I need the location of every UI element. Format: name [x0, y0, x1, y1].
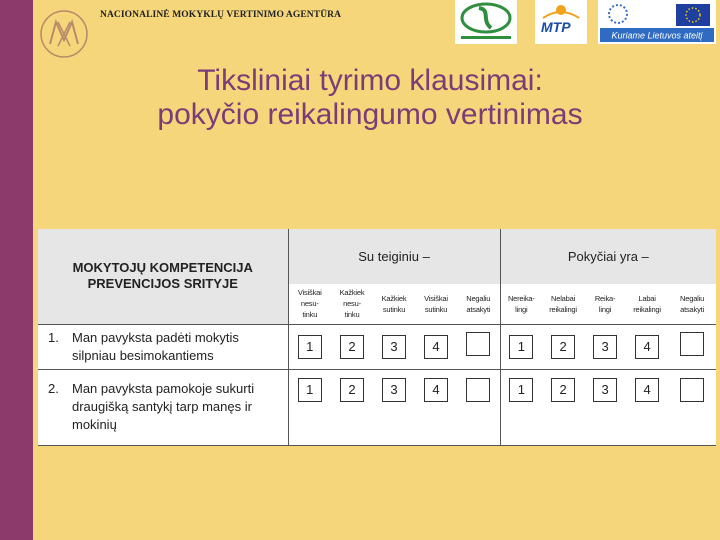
table-header-row [38, 229, 716, 284]
subheader-agree-2: Kažkiek nesu- tinku [339, 288, 365, 320]
q2-agree-1-box[interactable]: 1 [298, 378, 322, 402]
subheader-change-1: Nereika- lingi [507, 293, 535, 314]
q1-agree-4-box[interactable]: 4 [424, 335, 448, 359]
table-row [38, 369, 716, 445]
q2-agree-na-box[interactable] [466, 378, 490, 402]
sidebar-stripe [0, 0, 33, 540]
title-line-1: Tiksliniai tyrimo klausimai: [197, 64, 543, 97]
slogan-text: Kuriame Lietuvos ateitį [611, 30, 703, 41]
agency-logo-icon [38, 8, 90, 60]
agency-name: NACIONALINĖ MOKYKLŲ VERTINIMO AGENTŪRA [100, 10, 342, 20]
mtp-logo [535, 0, 587, 44]
survey-table [38, 229, 716, 446]
q2-agree-3-box[interactable]: 3 [382, 378, 406, 402]
eu-logo [598, 0, 716, 44]
q2-change-1-box[interactable]: 1 [509, 378, 533, 402]
esf-logo [455, 0, 517, 44]
subheader-change-2: Nelabai reikalingi [549, 293, 577, 314]
subheader-agree-3: Kažkiek sutinku [381, 293, 407, 314]
agreement-group-header: Su teiginiu – [288, 229, 500, 284]
subheader-agree-1: Visiškai nesu- tinku [297, 288, 322, 320]
q2-change-2-box[interactable]: 2 [551, 378, 575, 402]
subheader-change-4: Labai reikalingi [633, 293, 661, 314]
q1-change-1-box[interactable]: 1 [509, 335, 533, 359]
subheader-agree-4: Visiškai sutinku [424, 293, 448, 314]
q1-change-4-box[interactable]: 4 [635, 335, 659, 359]
q2-change-3-box[interactable]: 3 [593, 378, 617, 402]
q1-agree-2-box[interactable]: 2 [340, 335, 364, 359]
question-2: 2. Man pavyksta pamokoje sukurti draugišką santykį tarp manęs ir mokinių [38, 369, 288, 445]
q2-change-4-box[interactable]: 4 [635, 378, 659, 402]
q1-agree-na-box[interactable] [466, 332, 490, 356]
question-1: 1. Man pavyksta padėti mokytis silpniau besimokantiems [38, 324, 288, 369]
eu-flag-icon [598, 0, 716, 44]
competence-header: MOKYTOJŲ KOMPETENCIJA PREVENCIJOS SRITYJE [38, 229, 288, 324]
title-line-2: pokyčio reikalingumo vertinimas [157, 98, 583, 131]
q1-agree-1-box[interactable]: 1 [298, 335, 322, 359]
subheader-agree-5: Negaliu atsakyti [457, 284, 500, 324]
table-row [38, 324, 716, 369]
change-group-header: Pokyčiai yra – [500, 229, 716, 284]
esf-logo-icon [455, 0, 517, 44]
q2-agree-2-box[interactable]: 2 [340, 378, 364, 402]
page-title [40, 64, 700, 132]
mtp-logo-icon [535, 0, 587, 44]
q2-agree-4-box[interactable]: 4 [424, 378, 448, 402]
q1-change-na-box[interactable] [680, 332, 704, 356]
subheader-change-5: Negaliu atsakyti [680, 293, 705, 314]
mtp-text: MTP [541, 19, 571, 35]
q1-change-3-box[interactable]: 3 [593, 335, 617, 359]
q1-change-2-box[interactable]: 2 [551, 335, 575, 359]
q1-agree-3-box[interactable]: 3 [382, 335, 406, 359]
q2-change-na-box[interactable] [680, 378, 704, 402]
subheader-change-3: Reika- lingi [594, 293, 616, 314]
